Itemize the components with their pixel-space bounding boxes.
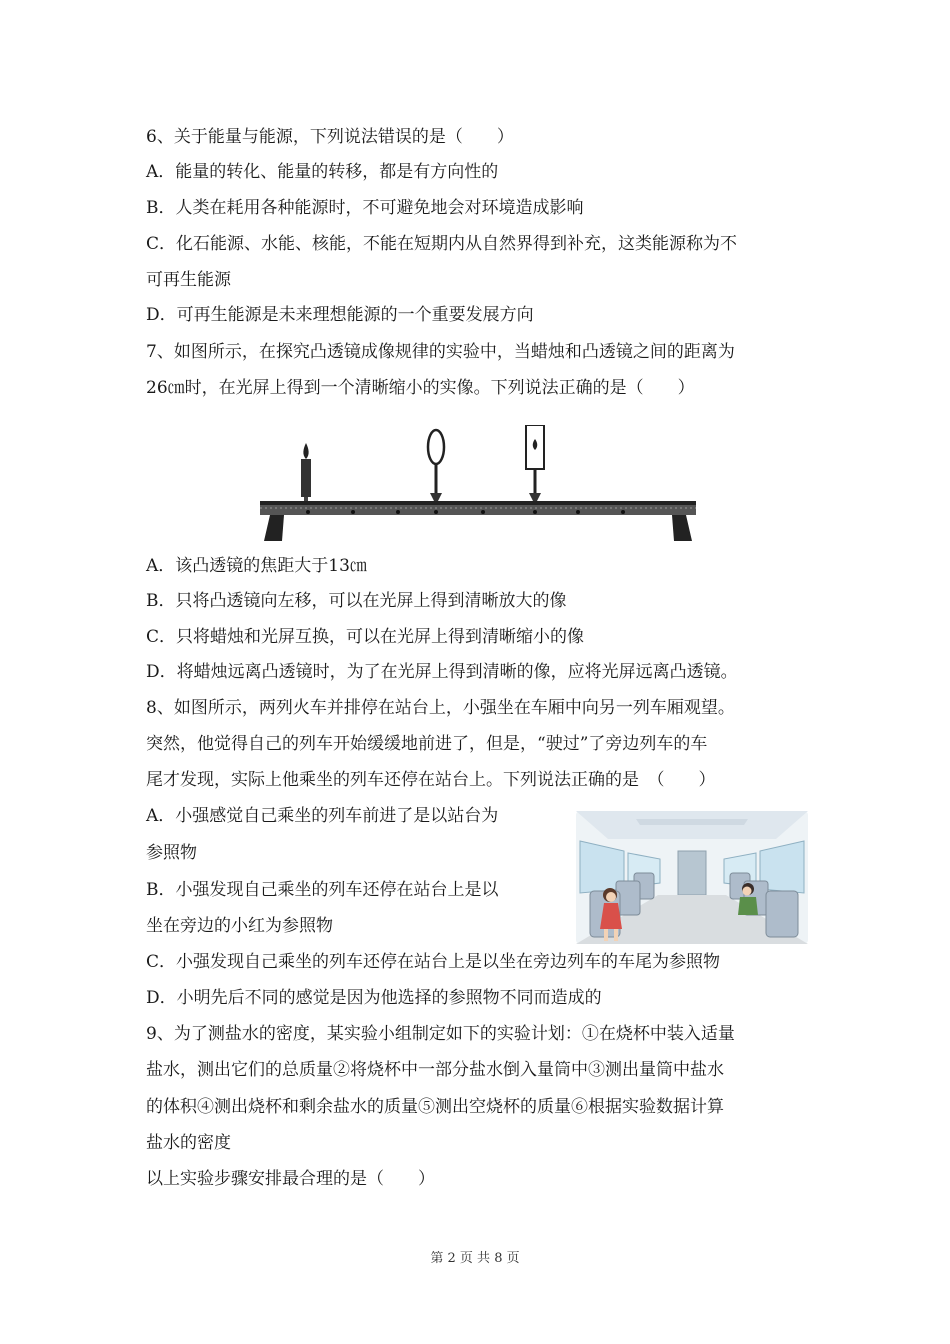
q9-stem-line5: 以上实验步骤安排最合理的是（ ） [146, 1169, 435, 1189]
q7-option-b: B．只将凸透镜向左移，可以在光屏上得到清晰放大的像 [146, 591, 567, 611]
q6-option-c-line2: 可再生能源 [146, 270, 231, 290]
train-carriage-figure [576, 811, 808, 944]
q7-stem-line2: 26㎝时，在光屏上得到一个清晰缩小的实像。下列说法正确的是（ ） [146, 378, 695, 398]
bench-leg-left [264, 515, 284, 541]
q7-option-a: A．该凸透镜的焦距大于13㎝ [146, 556, 367, 576]
bench-leg-right [672, 515, 692, 541]
q8-option-b-line1: B．小强发现自己乘坐的列车还停在站台上是以 [146, 880, 499, 900]
q7-stem-line1: 7、如图所示，在探究凸透镜成像规律的实验中，当蜡烛和凸透镜之间的距离为 [146, 342, 735, 362]
convex-lens-icon [428, 430, 444, 501]
q9-stem-line3: 的体积④测出烧杯和剩余盐水的质量⑤测出空烧杯的质量⑥根据实验数据计算 [146, 1097, 724, 1117]
q8-option-b-line2: 坐在旁边的小红为参照物 [146, 916, 333, 936]
q6-option-d: D．可再生能源是未来理想能源的一个重要发展方向 [146, 305, 534, 325]
q6-option-a: A．能量的转化、能量的转移，都是有方向性的 [146, 162, 499, 182]
bench-rail [260, 501, 696, 515]
q6-option-b: B．人类在耗用各种能源时，不可避免地会对环境造成影响 [146, 198, 584, 218]
q8-stem-line2: 突然，他觉得自己的列车开始缓缓地前进了，但是，“驶过”了旁边列车的车 [146, 734, 708, 754]
q7-option-c: C．只将蜡烛和光屏互换，可以在光屏上得到清晰缩小的像 [146, 627, 585, 647]
optical-bench-figure [258, 425, 698, 550]
q8-option-a-line1: A．小强感觉自己乘坐的列车前进了是以站台为 [146, 806, 499, 826]
q8-option-a-line2: 参照物 [146, 843, 197, 863]
q9-stem-line2: 盐水，测出它们的总质量②将烧杯中一部分盐水倒入量筒中③测出量筒中盐水 [146, 1060, 724, 1080]
q6-stem: 6、关于能量与能源，下列说法错误的是（ ） [146, 127, 514, 147]
q6-option-c-line1: C．化石能源、水能、核能，不能在短期内从自然界得到补充，这类能源称为不 [146, 234, 738, 254]
candle-icon [301, 443, 311, 503]
page-number-footer: 第 2 页 共 8 页 [430, 1251, 520, 1266]
q7-option-d: D．将蜡烛远离凸透镜时，为了在光屏上得到清晰的像，应将光屏远离凸透镜。 [146, 662, 738, 682]
light-screen-icon [526, 425, 544, 501]
q9-stem-line1: 9、为了测盐水的密度，某实验小组制定如下的实验计划：①在烧杯中装入适量 [146, 1024, 735, 1044]
q9-stem-line4: 盐水的密度 [146, 1133, 231, 1153]
q8-option-c: C．小强发现自己乘坐的列车还停在站台上是以坐在旁边列车的车尾为参照物 [146, 952, 721, 972]
q8-stem-line1: 8、如图所示，两列火车并排停在站台上，小强坐在车厢中向另一列车厢观望。 [146, 698, 735, 718]
q8-stem-line3: 尾才发现，实际上他乘坐的列车还停在站台上。下列说法正确的是 （ ） [146, 770, 716, 790]
q8-option-d: D．小明先后不同的感觉是因为他选择的参照物不同而造成的 [146, 988, 602, 1008]
